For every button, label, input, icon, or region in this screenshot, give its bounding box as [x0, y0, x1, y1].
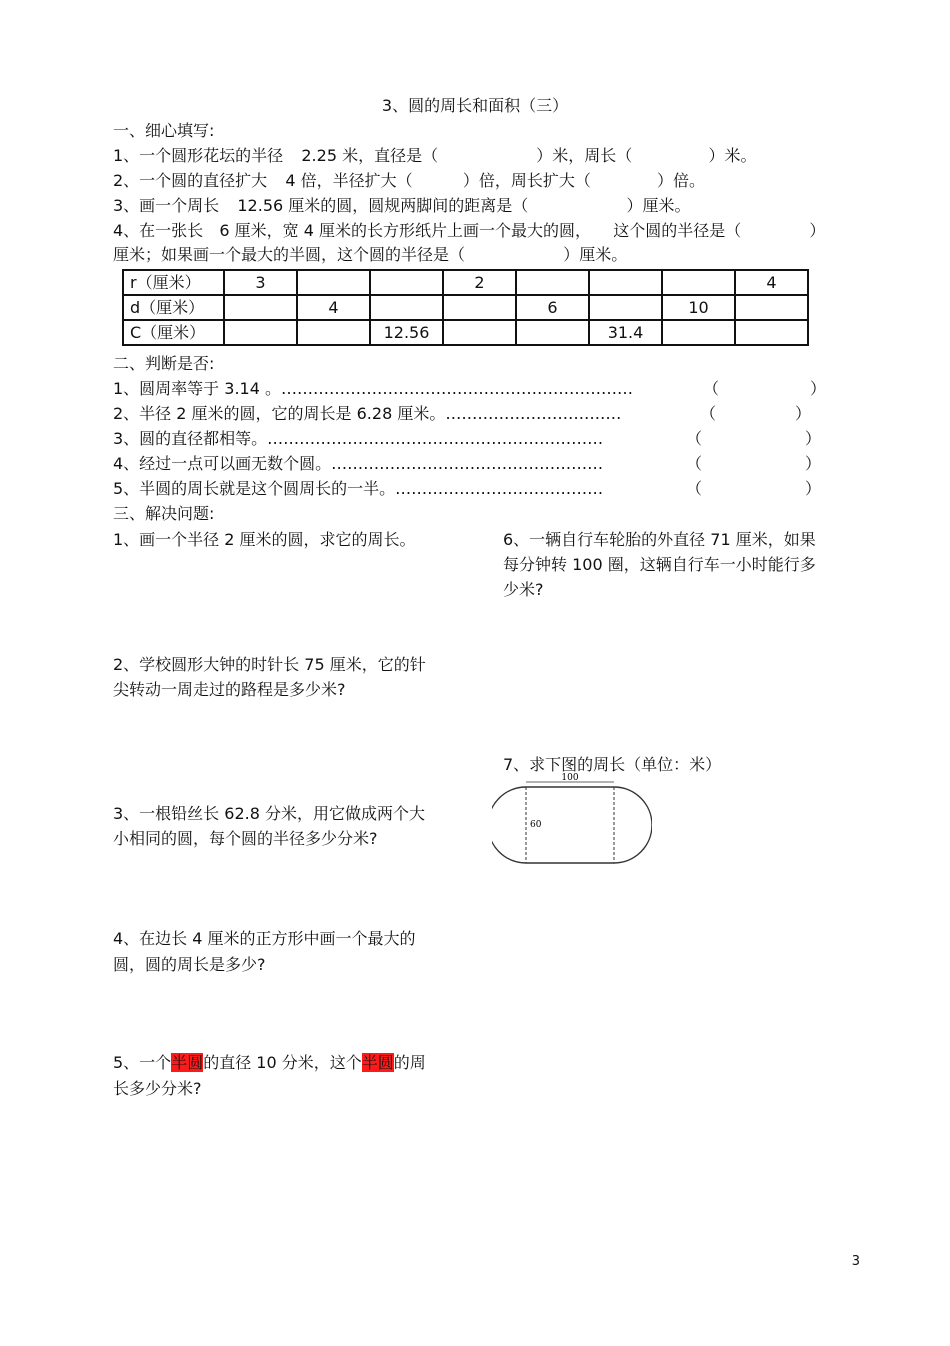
- q4-part-b: 6 厘米，宽 4 厘米的长方形纸片上画一个最大的圆，: [219, 221, 591, 240]
- page-title: 3、圆的周长和面积（三）: [381, 96, 569, 115]
- problem-5-text-b: 的直径 10 分米，这个: [203, 1053, 362, 1072]
- answer-paren-open: （: [686, 454, 703, 473]
- table-cell: 12.56: [370, 320, 443, 345]
- answer-paren-close: ）: [810, 379, 827, 398]
- judgment-item-3: [113, 429, 603, 449]
- question-1-4-line-2: [113, 245, 627, 265]
- q1-part-a: 1、一个圆形花坛的半径: [113, 146, 284, 165]
- section3-heading: 三、解决问题:: [113, 504, 215, 523]
- table-cell: [224, 320, 297, 345]
- answer-paren-close: ）: [805, 454, 822, 473]
- table-cell: 2: [443, 270, 516, 295]
- top-dimension-label: 100: [561, 773, 579, 783]
- problem-4-line-1: 4、在边长 4 厘米的正方形中画一个最大的: [113, 929, 416, 948]
- page-number: 3: [851, 1254, 860, 1269]
- table-cell: [224, 295, 297, 320]
- problem-2-line-1: 2、学校圆形大钟的时针长 75 厘米，它的针: [113, 655, 426, 674]
- problem-5-line-1: [113, 1053, 426, 1073]
- answer-paren-close: ）: [805, 429, 822, 448]
- table-cell: [662, 270, 735, 295]
- table-cell: [297, 270, 370, 295]
- problem-4-line-2: 圆，圆的周长是多少?: [113, 955, 266, 974]
- table-row-diameter: [123, 295, 808, 320]
- section2-heading: 二、判断是否:: [113, 354, 215, 373]
- problem-6-line-1: 6、一辆自行车轮胎的外直径 71 厘米，如果: [503, 530, 816, 549]
- table-cell: [735, 320, 808, 345]
- table-row-header: r（厘米）: [123, 270, 224, 295]
- table-cell: [516, 320, 589, 345]
- problem-6-line-2: 每分钟转 100 圈，这辆自行车一小时能行多: [503, 555, 816, 574]
- judgment-text: 4、经过一点可以画无数个圆。……………………………………………: [113, 454, 604, 473]
- table-row-header: C（厘米）: [123, 320, 224, 345]
- table-cell: [516, 270, 589, 295]
- question-1-2: [113, 171, 705, 191]
- table-cell: [370, 270, 443, 295]
- highlight-semicircle: 半圆: [361, 1053, 394, 1072]
- judgment-text: 1、圆周率等于 3.14 。…………………………………………………………: [113, 379, 633, 398]
- q4-line2-b: ）厘米。: [563, 245, 628, 264]
- q3-part-b: 12.56 厘米的圆，圆规两脚间的距离是（: [237, 196, 529, 215]
- side-dimension-label: 60: [530, 820, 542, 830]
- answer-paren-open: （: [703, 379, 720, 398]
- table-cell: [297, 320, 370, 345]
- answer-paren-open: （: [700, 404, 717, 423]
- problem-7: 7、求下图的周长（单位：米）: [503, 755, 722, 774]
- table-cell: [443, 320, 516, 345]
- radius-diameter-circumference-table: [122, 269, 809, 346]
- q4-line2-a: 厘米；如果画一个最大的半圆，这个圆的半径是（: [113, 245, 466, 264]
- table-row-circumference: [123, 320, 808, 345]
- judgment-item-5: [113, 479, 603, 499]
- answer-paren-close: ）: [805, 479, 822, 498]
- answer-paren-close: ）: [795, 404, 812, 423]
- judgment-text: 5、半圆的周长就是这个圆周长的一半。…………………………………: [113, 479, 604, 498]
- problem-1: 1、画一个半径 2 厘米的圆，求它的周长。: [113, 530, 416, 549]
- q1-part-d: ）米。: [708, 146, 757, 165]
- problem-5-text-c: 的周: [393, 1053, 426, 1072]
- q4-part-d: ）: [809, 221, 826, 240]
- problem-3-line-2: 小相同的圆，每个圆的半径多少分米?: [113, 829, 378, 848]
- q3-part-a: 3、画一个周长: [113, 196, 220, 215]
- table-cell: [589, 295, 662, 320]
- judgment-item-2: [113, 404, 621, 424]
- table-row-radius: [123, 270, 808, 295]
- q1-part-b: 2.25 米，直径是（: [301, 146, 439, 165]
- problem-5-text-a: 5、一个: [113, 1053, 172, 1072]
- problem-5-line-2: 长多少分米?: [113, 1079, 202, 1098]
- q2-part-d: ）倍。: [657, 171, 706, 190]
- question-1-3: [113, 196, 690, 216]
- section1-heading: 一、细心填写:: [113, 121, 215, 140]
- answer-paren-open: （: [686, 429, 703, 448]
- stadium-figure: [492, 772, 652, 866]
- table-cell: 4: [735, 270, 808, 295]
- problem-2-line-2: 尖转动一周走过的路程是多少米?: [113, 680, 346, 699]
- table-cell: [443, 295, 516, 320]
- problem-6-line-3: 少米?: [503, 580, 544, 599]
- table-cell: [589, 270, 662, 295]
- q4-part-a: 4、在一张长: [113, 221, 204, 240]
- question-1-4-line-1: [113, 221, 825, 241]
- table-cell: 6: [516, 295, 589, 320]
- question-1-1: [113, 146, 757, 166]
- q3-part-c: ）厘米。: [626, 196, 691, 215]
- q2-part-a: 2、一个圆的直径扩大: [113, 171, 268, 190]
- table-cell: [662, 320, 735, 345]
- table-row-header: d（厘米）: [123, 295, 224, 320]
- table-cell: [370, 295, 443, 320]
- answer-paren-open: （: [686, 479, 703, 498]
- highlight-semicircle: 半圆: [171, 1053, 204, 1072]
- table-cell: 31.4: [589, 320, 662, 345]
- q4-part-c: 这个圆的半径是（: [613, 221, 742, 240]
- table-cell: [735, 295, 808, 320]
- table-cell: 4: [297, 295, 370, 320]
- judgment-item-1: [113, 379, 633, 399]
- stadium-outline: [492, 787, 652, 863]
- q1-part-c: ）米，周长（: [536, 146, 633, 165]
- judgment-text: 2、半径 2 厘米的圆，它的周长是 6.28 厘米。……………………………: [113, 404, 622, 423]
- judgment-item-4: [113, 454, 603, 474]
- q2-part-c: ）倍，周长扩大（: [462, 171, 591, 190]
- problem-3-line-1: 3、一根铅丝长 62.8 分米，用它做成两个大: [113, 804, 425, 823]
- judgment-text: 3、圆的直径都相等。………………………………………………………: [113, 429, 604, 448]
- table-cell: 10: [662, 295, 735, 320]
- table-cell: 3: [224, 270, 297, 295]
- q2-part-b: 4 倍，半径扩大（: [285, 171, 413, 190]
